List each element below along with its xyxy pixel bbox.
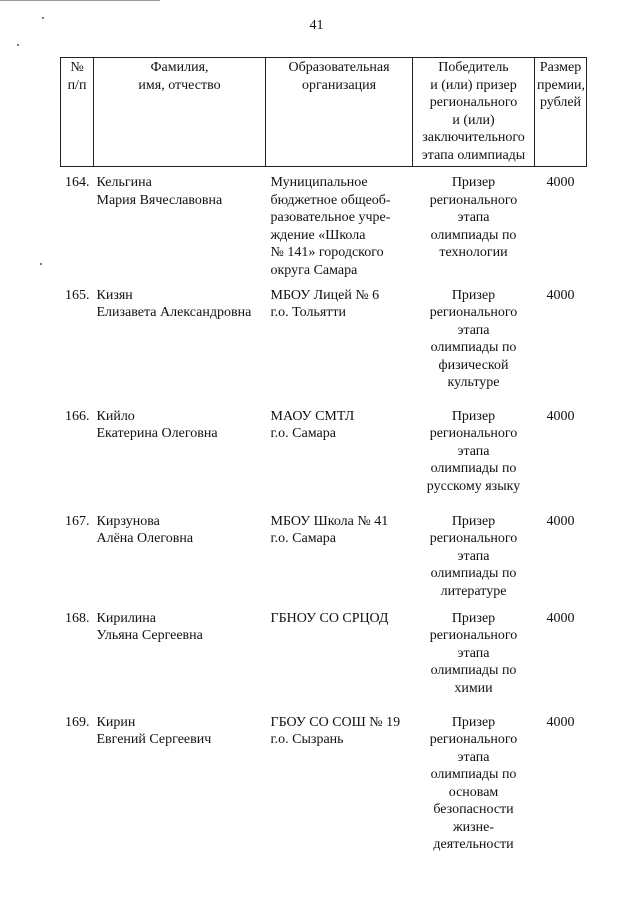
row-winner-status: Призер регионального этапа олимпиады по физической культуре — [429, 287, 518, 390]
row-winner-status: Призер регионального этапа олимпиады по химии — [429, 610, 518, 696]
row-organization: ГБНОУ СО СРЦОД — [270, 610, 389, 626]
row-prize-amount: 4000 — [546, 513, 575, 529]
row-winner-status: Призер регионального этапа олимпиады по основам безопасности жизне- деятельности — [429, 714, 518, 852]
header-winner-status: Победитель и (или) призер регионального и (или) заключительного этапа олимпиады — [413, 58, 535, 167]
row-organization: Муниципальное бюджетное общеоб- разовательное учре- ждение «Школа № 141» городского округа Самара — [270, 175, 391, 278]
page-number: 41 — [309, 18, 324, 33]
table-header — [61, 58, 587, 167]
row-full-name: Кийло Екатерина Олеговна — [96, 408, 218, 441]
scan-speck — [40, 263, 42, 265]
row-prize-amount: 4000 — [546, 408, 575, 424]
row-organization: МАОУ СМТЛ г.о. Самара — [270, 408, 355, 441]
row-full-name: Кизян Елизавета Александровна — [96, 287, 252, 320]
header-number: № п/п — [61, 58, 94, 167]
awards-table — [60, 57, 587, 864]
header-row — [61, 58, 587, 167]
row-organization: МБОУ Школа № 41 г.о. Самара — [270, 513, 389, 546]
row-full-name: Кирилина Ульяна Сергеевна — [96, 610, 203, 643]
header-full-name: Фамилия, имя, отчество — [94, 58, 266, 167]
header-organization: Образовательная организация — [266, 58, 413, 167]
row-number: 167. — [65, 513, 90, 529]
table-row — [61, 714, 587, 864]
row-number: 168. — [65, 610, 90, 626]
row-winner-status: Призер регионального этапа олимпиады по русскому языку — [426, 408, 521, 494]
row-prize-amount: 4000 — [546, 175, 575, 190]
row-organization: МБОУ Лицей № 6 г.о. Тольятти — [270, 287, 380, 320]
row-number: 169. — [65, 714, 90, 730]
table-row — [61, 167, 587, 287]
row-prize-amount: 4000 — [546, 287, 575, 303]
row-full-name: Кирин Евгений Сергеевич — [96, 714, 212, 747]
row-winner-status: Призер регионального этапа олимпиады по технологии — [429, 175, 518, 260]
table-row — [61, 610, 587, 714]
table-row — [61, 513, 587, 610]
row-full-name: Кельгина Мария Вячеславовна — [96, 175, 223, 208]
row-number: 165. — [65, 287, 90, 303]
row-number: 164. — [65, 175, 90, 190]
row-organization: ГБОУ СО СОШ № 19 г.о. Сызрань — [270, 714, 401, 747]
header-prize-amount: Размер премии, рублей — [535, 58, 587, 167]
scan-edge-mark — [0, 0, 160, 1]
table-row — [61, 408, 587, 513]
scan-speck — [17, 44, 19, 46]
row-number: 166. — [65, 408, 90, 424]
row-prize-amount: 4000 — [546, 610, 575, 626]
row-winner-status: Призер регионального этапа олимпиады по литературе — [429, 513, 518, 599]
table-body — [61, 167, 587, 864]
row-prize-amount: 4000 — [546, 714, 575, 730]
row-full-name: Кирзунова Алёна Олеговна — [96, 513, 194, 546]
table-row — [61, 287, 587, 408]
